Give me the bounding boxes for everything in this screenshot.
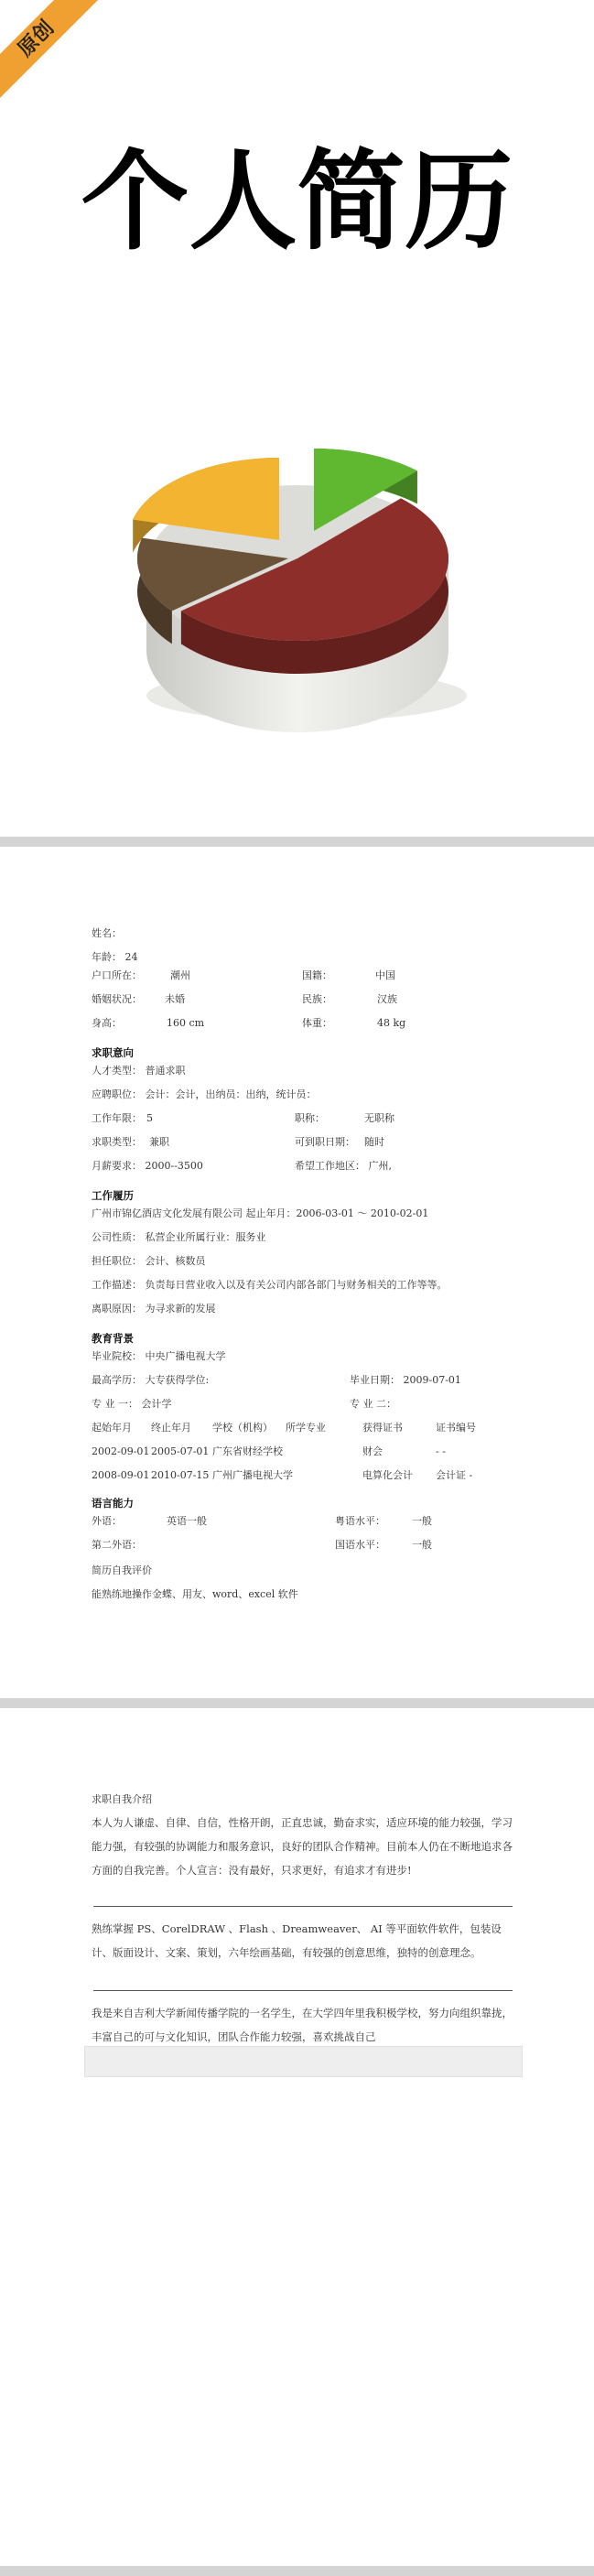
work-years-label: 工作年限： xyxy=(92,1112,142,1124)
foreign-language-value: 英语一般 xyxy=(167,1515,207,1527)
edu-row-2-start: 2008-09-01 xyxy=(92,1469,150,1481)
hukou-label: 户口所在： xyxy=(92,969,142,981)
applied-position: 应聘职位： 会计：会计，出纳员：出纳，统计员： xyxy=(92,1088,317,1100)
edu-row-2-school: 广州广播电视大学 xyxy=(212,1469,293,1481)
edu-row-1-cert: 财会 xyxy=(362,1445,383,1457)
held-position: 担任职位： 会计、核数员 xyxy=(92,1255,206,1267)
empty-text-box xyxy=(84,2046,523,2077)
name-field: 姓名： xyxy=(92,927,122,939)
edu-row-1-cert-no: - - xyxy=(436,1445,446,1457)
major-one: 专 业 一： 会计学 xyxy=(92,1398,172,1410)
mandarin-label: 国语水平： xyxy=(335,1539,385,1551)
job-type-label: 求职类型： xyxy=(92,1136,142,1148)
mandarin-value: 一般 xyxy=(412,1539,432,1551)
nationality-label: 国籍： xyxy=(302,969,332,981)
height-value: 160 cm xyxy=(167,1017,205,1029)
edu-table-header-major: 所学专业 xyxy=(286,1422,326,1434)
pie-slice-4 xyxy=(133,458,279,540)
self-intro-heading: 求职自我介绍 xyxy=(92,1793,152,1805)
edu-row-1-school: 广东省财经学校 xyxy=(212,1445,283,1457)
talent-type: 人才类型： 普通求职 xyxy=(92,1065,186,1077)
highest-degree: 最高学历： 大专获得学位: xyxy=(92,1374,210,1386)
pie-chart xyxy=(119,394,467,760)
available-date-value: 随时 xyxy=(364,1136,384,1148)
job-type-value: 兼职 xyxy=(149,1136,169,1148)
edu-table-header-cert-no: 证书编号 xyxy=(436,1422,476,1434)
graduate-school: 毕业院校： 中央广播电视大学 xyxy=(92,1350,226,1362)
self-evaluation-text: 能熟练地操作金蝶、用友、word、excel 软件 xyxy=(92,1588,298,1600)
divider xyxy=(93,1906,513,1907)
foreign-language-label: 外语： xyxy=(92,1515,122,1527)
nationality-value: 中国 xyxy=(375,969,395,981)
self-intro-paragraph-1: 本人为人谦虚、自律、自信，性格开朗，正直忠诚，勤奋求实，适应环境的能力较强，学习能力强，有较强的协调能力和服务意识，良好的团队合作精神。目前本人仍在不断地追求各方面的自我完善。个人宣言：没有最好，只求更好，有追求才有进步! xyxy=(92,1816,513,1877)
age-field: 年龄： 24 xyxy=(92,951,138,963)
cantonese-label: 粤语水平： xyxy=(335,1515,385,1527)
section-heading-intent: 求职意向 xyxy=(92,1046,134,1059)
page-separator xyxy=(0,2566,594,2576)
original-badge-label: 原创 xyxy=(0,0,100,103)
section-heading-experience: 工作履历 xyxy=(92,1189,134,1202)
original-badge xyxy=(0,0,110,110)
job-title-value: 无职称 xyxy=(364,1112,394,1124)
marital-value: 未婚 xyxy=(165,993,185,1005)
page-title: 个人简历 xyxy=(81,138,513,265)
self-intro-paragraph-2: 熟练掌握 PS、CorelDRAW 、Flash 、Dreamweaver、 AI 等平面软件软件，包装设计、版面设计、文案、策划，六年绘画基础，有较强的创意思维，独特的创意理念。 xyxy=(92,1922,502,1959)
major-two: 专 业 二： xyxy=(350,1398,396,1410)
height-label: 身高： xyxy=(92,1017,122,1029)
edu-row-2-cert: 电算化会计 xyxy=(362,1469,413,1481)
edu-table-header-end: 终止年月 xyxy=(151,1422,191,1434)
marital-label: 婚姻状况： xyxy=(92,993,142,1005)
edu-table-header-school: 学校（机构） xyxy=(212,1422,273,1434)
second-language-label: 第二外语： xyxy=(92,1539,142,1551)
ethnicity-label: 民族： xyxy=(302,993,332,1005)
edu-table-header-cert: 获得证书 xyxy=(362,1422,403,1434)
divider xyxy=(93,1990,513,1991)
edu-row-2-cert-no: 会计证 - xyxy=(436,1469,473,1481)
page-separator xyxy=(0,1698,594,1708)
weight-value: 48 kg xyxy=(377,1017,406,1029)
edu-row-1-start: 2002-09-01 xyxy=(92,1445,150,1457)
available-date-label: 可到职日期： xyxy=(295,1136,355,1148)
cantonese-value: 一般 xyxy=(412,1515,432,1527)
section-heading-language: 语言能力 xyxy=(92,1497,134,1510)
preferred-location: 希望工作地区： 广州, xyxy=(295,1160,392,1172)
weight-label: 体重： xyxy=(302,1017,332,1029)
company-nature: 公司性质： 私营企业所属行业：服务业 xyxy=(92,1231,266,1243)
edu-table-header-start: 起始年月 xyxy=(92,1422,132,1434)
ethnicity-value: 汉族 xyxy=(377,993,397,1005)
salary-requirement: 月薪要求： 2000--3500 xyxy=(92,1160,203,1172)
job-title-label: 职称： xyxy=(295,1112,325,1124)
company-line: 广州市锦亿酒店文化发展有限公司 起止年月：2006-03-01 ～ 2010-02-01 xyxy=(92,1207,429,1219)
job-description: 工作描述： 负责每日营业收入以及有关公司内部各部门与财务相关的工作等等。 xyxy=(92,1279,448,1291)
hukou-value: 潮州 xyxy=(170,969,190,981)
self-evaluation-heading: 简历自我评价 xyxy=(92,1564,152,1576)
edu-row-2-end: 2010-07-15 xyxy=(151,1469,210,1481)
graduation-date: 毕业日期： 2009-07-01 xyxy=(350,1374,461,1386)
work-years-value: 5 xyxy=(146,1112,153,1124)
self-intro-paragraph-3: 我是来自吉利大学新闻传播学院的一名学生，在大学四年里我积极学校，努力向组织靠拢，丰富自己的可与文化知识，团队合作能力较强，喜欢挑战自己 xyxy=(92,2007,513,2043)
section-heading-education: 教育背景 xyxy=(92,1332,134,1345)
page-separator xyxy=(0,837,594,847)
leave-reason: 离职原因： 为寻求新的发展 xyxy=(92,1303,216,1315)
edu-row-1-end: 2005-07-01 xyxy=(151,1445,210,1457)
